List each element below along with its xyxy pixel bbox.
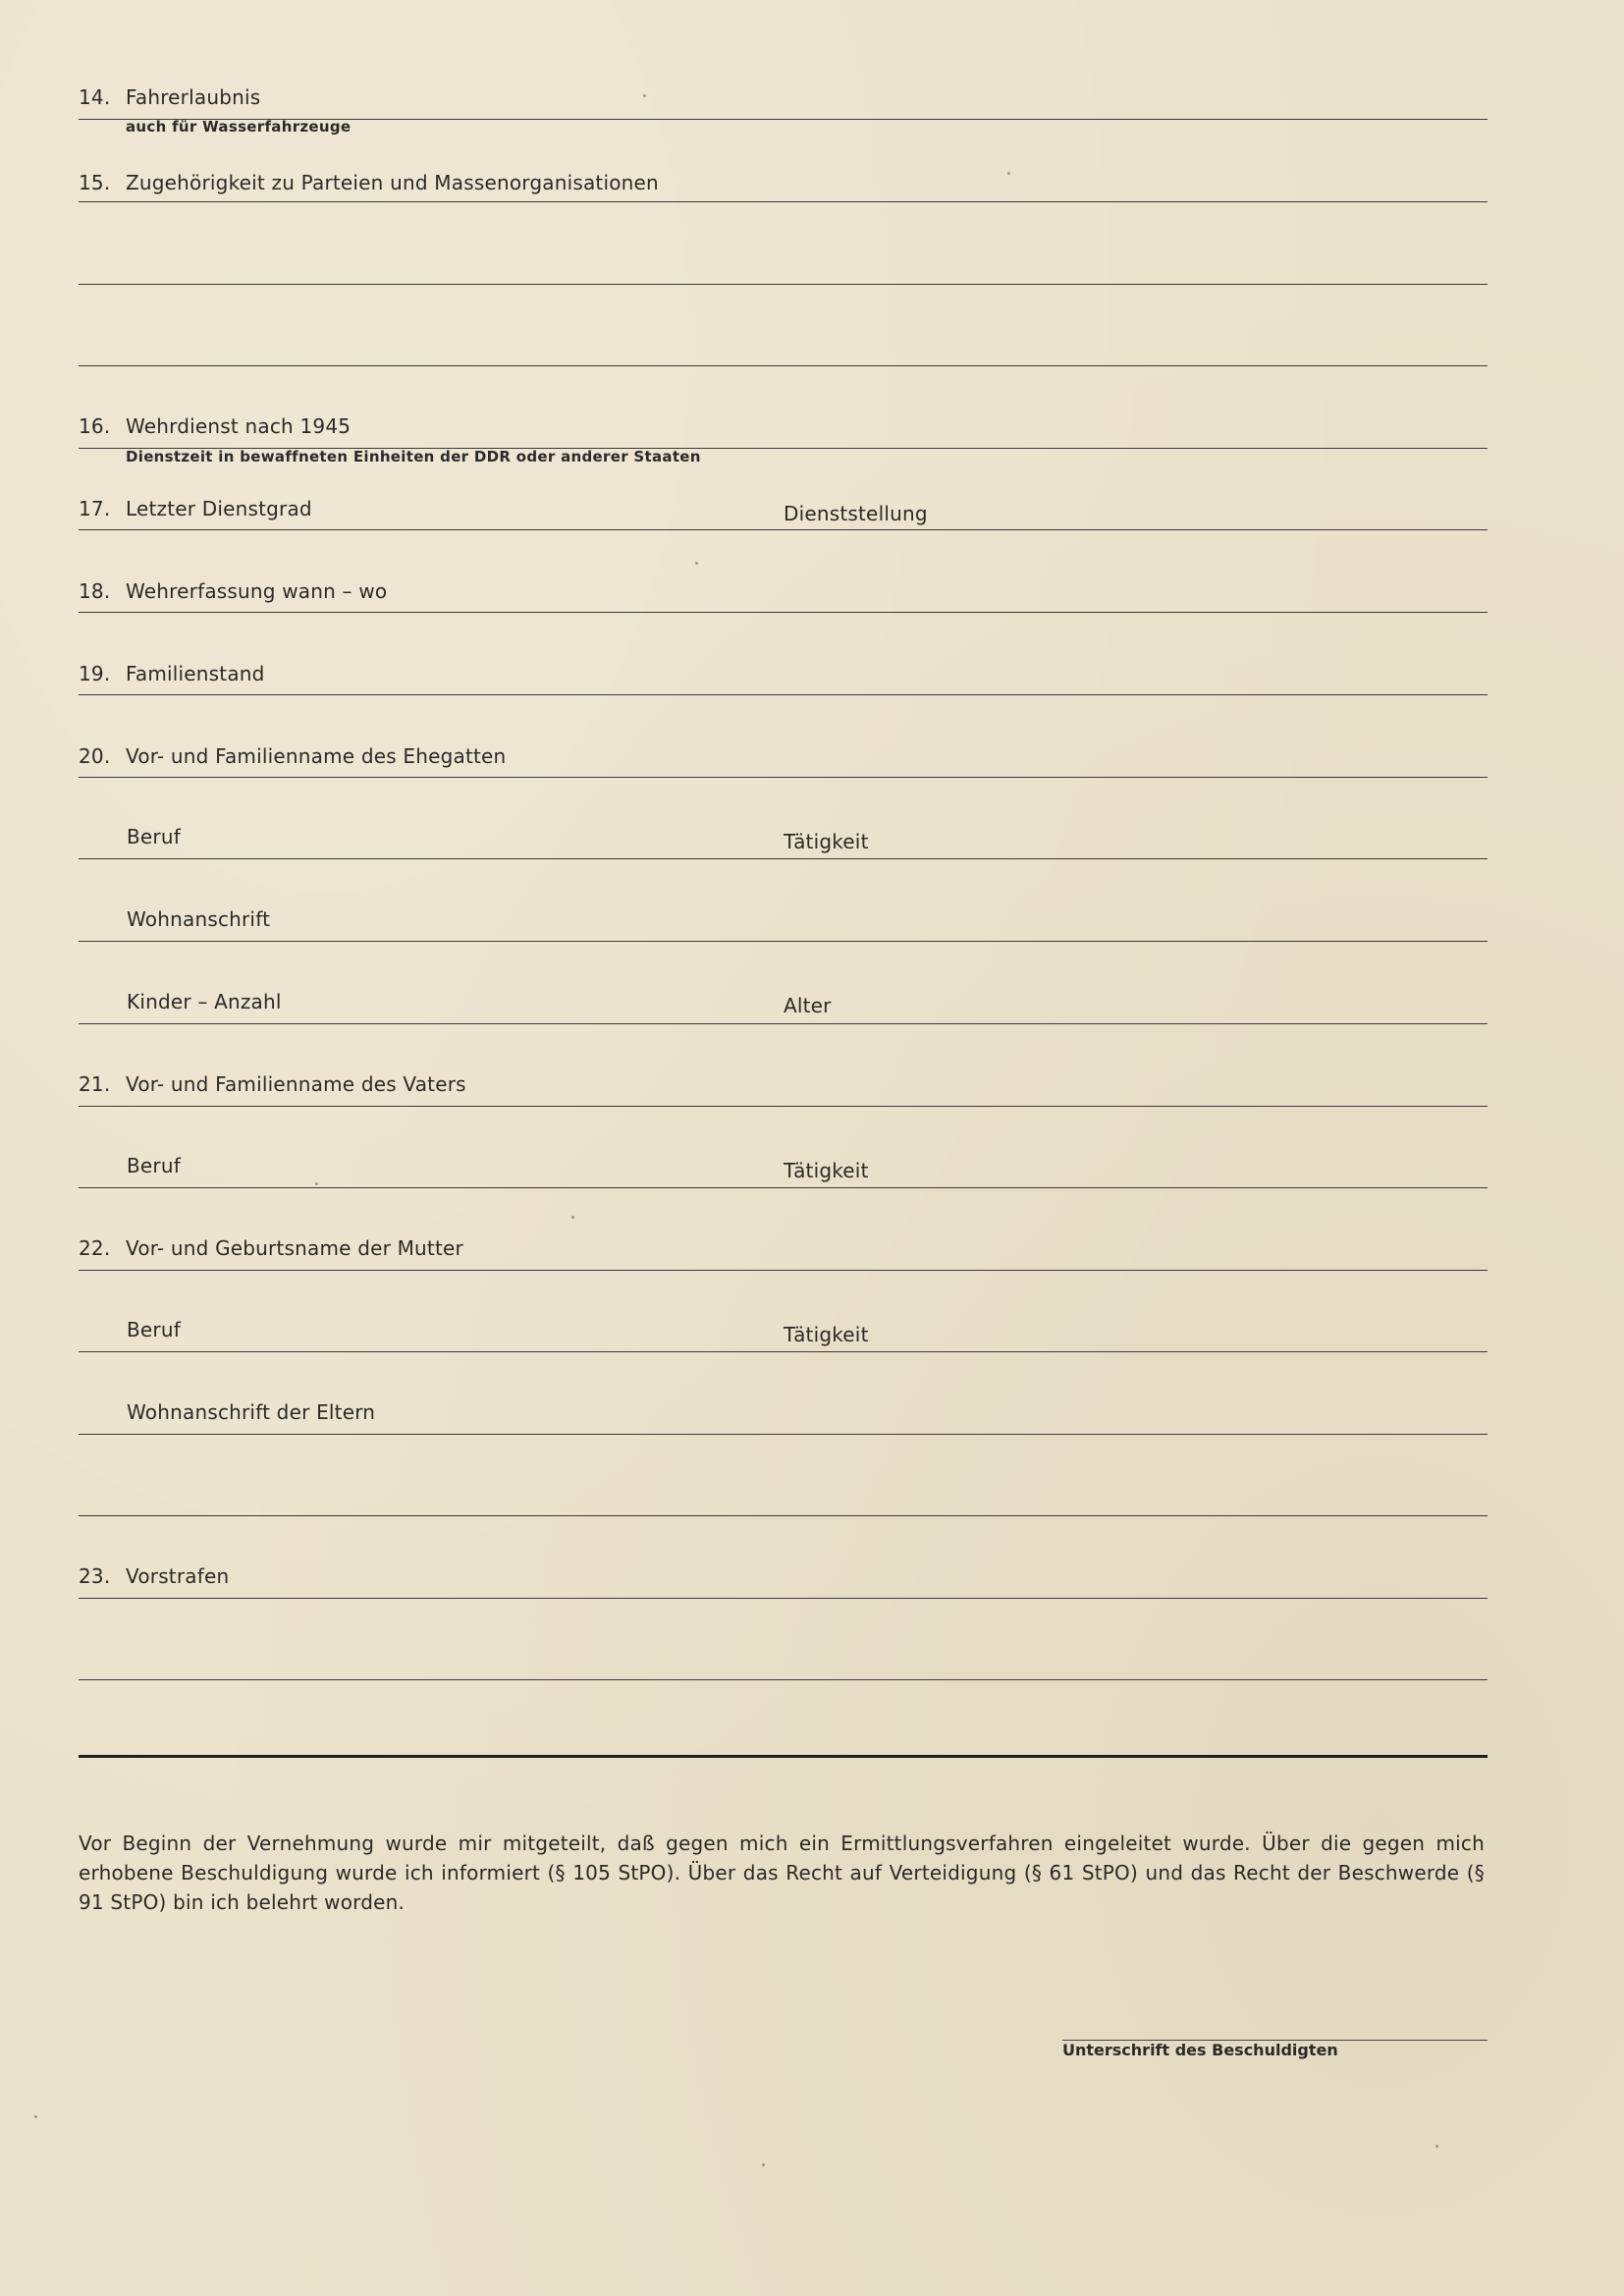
field-16-sublabel: Dienstzeit in bewaffneten Einheiten der DDR oder anderer Staaten [126,448,701,465]
field-20-taetigkeit-label: Tätigkeit [784,830,869,853]
field-20-beruf-line[interactable] [79,858,1488,859]
field-19-label [79,662,265,685]
legal-notice: Vor Beginn der Vernehmung wurde mir mitgeteilt, daß gegen mich ein Ermittlungsverfahren eingeleitet wurde. Über die gegen mich erhobene Beschuldigung wurde ich informiert (§ 105 StPO). Über das Recht auf Verteidigung (§ 61 StPO) und das Recht der Beschwerde (§ 91 StPO) bin ich belehrt worden. [79,1831,1485,1914]
field-21-number: 21. [79,1072,111,1096]
field-18-line[interactable] [79,612,1488,613]
field-16-label [79,414,351,438]
field-19-number: 19. [79,662,111,685]
field-17-text: Letzter Dienstgrad [126,497,312,520]
field-22-text: Vor- und Geburtsname der Mutter [126,1236,463,1260]
field-18-text: Wehrerfassung wann – wo [126,579,388,603]
field-20-text: Vor- und Familienname des Ehegatten [126,744,507,768]
paper-speck [1007,172,1010,175]
field-19-line[interactable] [79,694,1488,695]
field-22-label [79,1236,463,1260]
field-16-number: 16. [79,414,111,438]
field-22-wohnanschrift-eltern-label: Wohnanschrift der Eltern [127,1400,376,1424]
signature-caption: Unterschrift des Beschuldigten [1062,2041,1338,2059]
field-17-number: 17. [79,497,111,520]
field-20-wohnanschrift-label: Wohnanschrift [127,907,271,931]
field-21-line[interactable] [79,1106,1488,1107]
paper-speck [643,94,646,97]
field-15-line-1[interactable] [79,201,1488,202]
field-18-label [79,579,387,603]
field-21-beruf-line[interactable] [79,1187,1488,1188]
section-divider [79,1755,1488,1758]
field-23-line-2[interactable] [79,1679,1488,1680]
field-20-alter-label: Alter [784,994,832,1017]
field-14-label [79,85,260,109]
field-23-label [79,1564,229,1588]
field-17-label [79,497,312,520]
field-15-number: 15. [79,171,111,194]
paper-speck [315,1182,318,1185]
field-21-taetigkeit-label: Tätigkeit [784,1159,869,1182]
paper-speck [1435,2145,1438,2148]
field-19-text: Familienstand [126,662,265,685]
field-23-number: 23. [79,1564,111,1588]
field-20-kinder-label: Kinder – Anzahl [127,990,282,1013]
field-20-line[interactable] [79,777,1488,778]
field-20-number: 20. [79,744,111,768]
field-21-beruf-label: Beruf [127,1154,181,1177]
field-20-wohnanschrift-line[interactable] [79,941,1488,942]
field-17-dienststellung-label: Dienststellung [784,502,928,525]
paper-speck [34,2115,37,2118]
field-22-beruf-label: Beruf [127,1318,181,1341]
field-15-label [79,171,659,194]
field-22-line[interactable] [79,1270,1488,1271]
field-22-beruf-line[interactable] [79,1351,1488,1352]
field-22-wohnanschrift-line-1[interactable] [79,1434,1488,1435]
field-14-sublabel: auch für Wasserfahrzeuge [126,118,352,136]
field-15-text: Zugehörigkeit zu Parteien und Massenorganisationen [126,171,659,194]
field-15-line-3[interactable] [79,365,1488,366]
field-22-wohnanschrift-line-2[interactable] [79,1515,1488,1516]
paper-speck [571,1216,574,1219]
field-16-text: Wehrdienst nach 1945 [126,414,352,438]
field-15-line-2[interactable] [79,284,1488,285]
paper-speck [762,2163,765,2166]
field-20-label [79,744,506,768]
field-21-text: Vor- und Familienname des Vaters [126,1072,466,1096]
field-23-text: Vorstrafen [126,1564,230,1588]
field-23-line-1[interactable] [79,1598,1488,1599]
field-22-taetigkeit-label: Tätigkeit [784,1323,869,1346]
field-18-number: 18. [79,579,111,603]
field-14-number: 14. [79,85,111,109]
field-14-text: Fahrerlaubnis [126,85,261,109]
field-21-label [79,1072,466,1096]
paper-speck [695,562,698,565]
field-20-beruf-label: Beruf [127,825,181,848]
field-17-line[interactable] [79,529,1488,530]
field-20-kinder-line[interactable] [79,1023,1488,1024]
field-22-number: 22. [79,1236,111,1260]
